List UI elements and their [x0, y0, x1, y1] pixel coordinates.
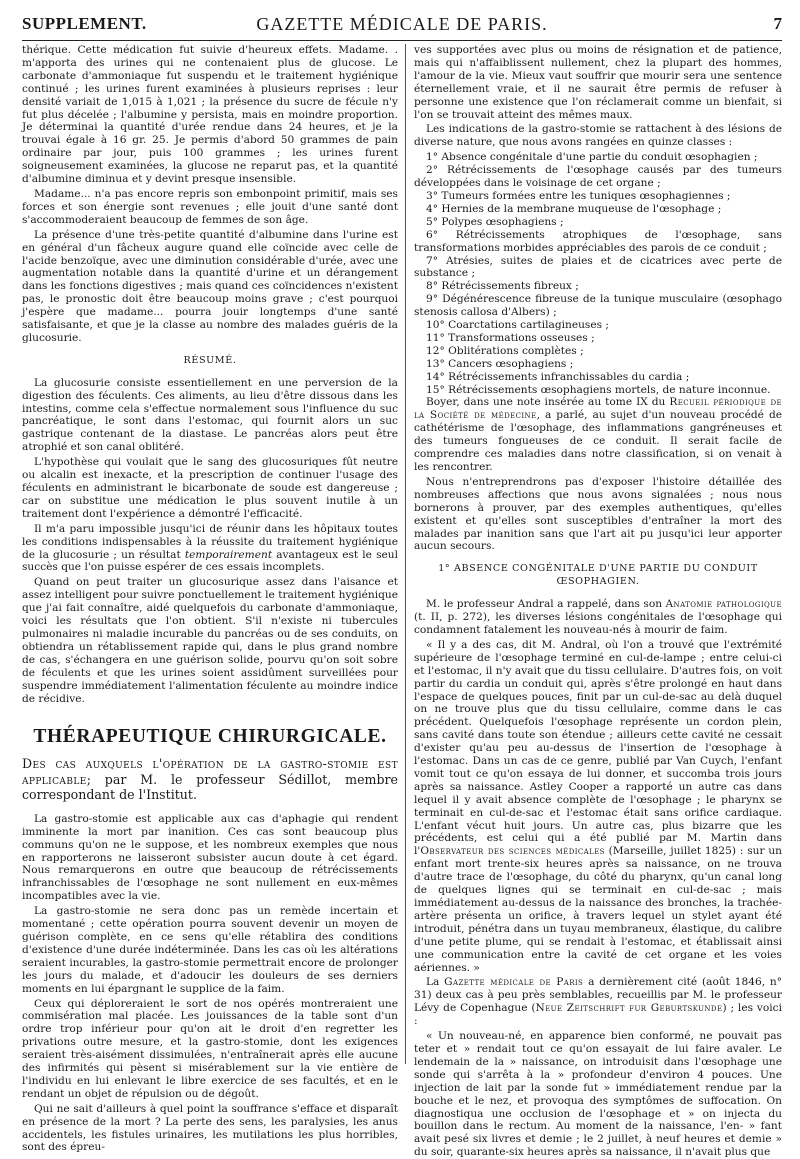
paragraph: Nous n'entreprendrons pas d'exposer l'histoire détaillée des nombreuses affections que nous avons signalées ; nous nous bornerons à prouver, par des exemples authentiques, qu'elles existent et qu'elles sont susceptibles d'entraîner la mort des malades par inanition sans que l'art ait pu jusqu'ici leur apporter aucun secours. — [414, 475, 782, 553]
quotation: « Un nouveau-né, en apparence bien conformé, ne pouvait pas teter et » rendait tout ce qu'on essayait de lui faire avaler. Le lendemain de la » naissance, on introduisit dans l'œsophage une sonde qui s'arrêta à la » profondeur d'environ 4 pouces. Une injection de lait par la sonde fut » immédiatement rendue par la bouche et le nez, et provoqua des symptômes de suffocation. On diagnostiqua une occlusion de l'œsophage et » on injecta du bouillon dans le rectum. Au moment de la naissance, l'en- » fant avait pesé six livres et demie ; le 2 juillet, à neuf heures et demie » du soir, quarante-six heures après sa naissance, il n'avait plus que — [414, 1030, 782, 1159]
paragraph: Madame... n'a pas encore repris son embonpoint primitif, mais ses forces et son énergie sont revenues ; elle jouit d'une santé dont s'accommoderaient beaucoup de femmes de son âge. — [22, 187, 398, 226]
list-item: 11° Transformations osseuses ; — [426, 331, 595, 344]
left-column — [22, 44, 398, 1154]
list-item: 15° Rétrécissements œsophagiens mortels, de nature inconnue. — [426, 383, 771, 396]
journal-reference: Observateur des sciences médicales — [420, 845, 605, 858]
resume-heading: RÉSUMÉ. — [183, 354, 237, 366]
text-run: avantageux est le seul succès que l'on puisse espérer de ces essais incomplets. — [22, 548, 398, 574]
italic-text: temporairement — [184, 548, 273, 561]
list-item: 12° Oblitérations complètes ; — [426, 344, 584, 357]
list-item: 9° Dégénérescence fibreuse de la tunique musculaire (œsophago stenosis callosa d'Albers) ; — [414, 293, 782, 319]
list-item: 8° Rétrécissements fibreux ; — [426, 280, 579, 293]
text-run: La — [426, 976, 445, 989]
text-run: ) ; les voici : — [414, 1002, 782, 1028]
text-run: , a parlé, au sujet d'un nouveau procédé de cathétérisme de l'œsophage, des inflammations gangréneuses et des tumeurs fongueuses de ce conduit. Il serait facile de comprendre ces maladies dans notre classification, si on venait à les rencontrer. — [414, 409, 782, 473]
article-title-caps: Des cas auxquels l'opération de la gastro-stomie est applicable — [22, 756, 398, 787]
paragraph — [414, 598, 782, 637]
text-run: (Marseille, juillet 1825) : sur un enfant mort trente-six heures après sa naissance, on ne trouva d'autre trace de l'œsophage, du côté du pharynx, qu'un canal long de quelques lignes qui se terminait en cul-de-sac ; mais immédiatement au-dessus de la naissance des bronches, la trachée-artère présenta un orifice, à travers lequel un stylet ayant été introduit, pénétra dans un tuyau membraneux, élastique, du calibre d'une petite plume, qui se rendait à l'estomac, et établissait ainsi une communication entre la cavité de cet organe et les voies aériennes. » — [414, 845, 782, 974]
paragraph: La glucosurie consiste essentiellement en une perversion de la digestion des féculents. Ces aliments, au lieu d'être dissous dans les intestins, comme cela s'effectue normalement sous l'influence du suc pancréatique, le sont dans l'estomac, qui fournit alors un suc gastrique contenant de la diastase. Le pancréas alors peut être atrophié et son canal oblitéré. — [22, 376, 398, 454]
list-item: 10° Coarctations cartilagineuses ; — [426, 319, 609, 332]
journal-title: GAZETTE MÉDICALE DE PARIS. — [256, 14, 548, 34]
right-column — [414, 44, 783, 1159]
list-item: 14° Rétrécissements infranchissables du cardia ; — [426, 370, 690, 383]
quotation — [414, 639, 782, 975]
list-item: 2° Rétrécissements de l'œsophage causés par des tumeurs développées dans le voisinage de cet organe ; — [414, 164, 782, 190]
paragraph: La présence d'une très-petite quantité d'albumine dans l'urine est en général d'un fâcheux augure quand elle coïncide avec celle de l'acide benzoïque, avec une diminution considérable d'urée, avec une augmentation notable dans la quantité d'urine et un dérangement dans les fonctions digestives ; mais quand ces coïncidences n'existent pas, le pronostic doit être beaucoup moins grave ; c'est pourquoi j'espère que madame... pourra jouir longtemps d'une santé satisfaisante, et que je la classe au nombre des malades guéris de la glucosurie. — [22, 228, 398, 344]
list-item: 7° Atrésies, suites de plaies et de cicatrices avec perte de substance ; — [414, 254, 782, 280]
column-divider — [405, 44, 406, 1064]
journal-reference: Neue Zeitschrift fur Geburtskunde — [535, 1002, 723, 1015]
text-run: M. le professeur Andral a rappelé, dans son — [426, 598, 666, 611]
list-item: 6° Rétrécissements atrophiques de l'œsophage, sans transformations morbides appréciables des parois de ce conduit ; — [414, 228, 782, 254]
list-item: 13° Cancers œsophagiens ; — [426, 357, 574, 370]
paragraph: thérique. Cette médication fut suivie d'heureux effets. Madame. . m'apporta des urines qui ne contenaient plus de glucose. Le carbonate d'ammoniaque fut suspendu et le traitement hygiénique continué ; les urines furent examinées à plusieurs reprises : leur densité variait de 1,015 à 1,021 ; la présence du sucre de fécule n'y fut plus décelée ; l'albumine y persista, mais en moindre proportion. Je déterminai la quantité d'urée rendue dans 24 heures, et je la trouvai égale à 16 gr. 25. Je permis d'abord 50 grammes de pain ordinaire par jour, puis 100 grammes ; les urines furent soigneusement examinées, la glucose ne reparut pas, et la quantité d'albumine diminua et y devint presque insensible. — [22, 44, 398, 186]
page-number: 7 — [773, 14, 782, 33]
paragraph — [414, 396, 782, 473]
paragraph: Qui ne sait d'ailleurs à quel point la souffrance s'efface et disparaît en présence de la mort ? La perte des sens, les paralysies, les anus accidentels, les fistules urinaires, les mutilations les plus horribles, sont des épreu- — [22, 1102, 398, 1154]
classification-list — [414, 151, 782, 396]
journal-reference: Recueil périodique de la Société de médecine — [414, 396, 782, 422]
supplement-label: SUPPLEMENT. — [22, 14, 147, 33]
paragraph — [414, 976, 782, 1028]
list-item: 1° Absence congénitale d'une partie du conduit œsophagien ; — [426, 151, 758, 164]
subsection-heading: 1° ABSENCE CONGÉNITALE D'UNE PARTIE DU CONDUIT ŒSOPHAGIEN. — [438, 563, 758, 588]
list-item: 4° Hernies de la membrane muqueuse de l'œsophage ; — [426, 202, 722, 215]
paragraph — [22, 523, 398, 575]
list-item: 3° Tumeurs formées entre les tuniques œsophagiennes ; — [426, 189, 731, 202]
text-run: (t. II, p. 272), les diverses lésions congénitales de l'œsophage qui condamnent fatalement les nouveau-nés à mourir de faim. — [414, 611, 782, 636]
journal-reference: Gazette médicale de Paris — [444, 976, 584, 989]
text-run: « Il y a des cas, dit M. Andral, où l'on a trouvé que l'extrémité supérieure de l'œsophage terminé en cul-de-lampe ; entre celui-ci et l'estomac, il n'y avait que du tissu cellulaire. D'autres fois, on voit partir du cardia un conduit qui, après s'être prolongé en haut dans l'espace de quelques pouces, finit par un cul-de-sac au delà duquel on ne trouve plus que du tissu cellulaire, comme dans le cas précédent. Quelquefois l'œsophage représente un cordon plein, sans cavité dans toute son étendue ; ailleurs cette cavité ne cessait d'exister qu'au peu au-dessus de l'insertion de l'œsophage à l'estomac. Dans un cas de ce genre, publié par Van Cuych, l'enfant vomit tout ce qu'on essaya de lui donner, et succomba trois jours après sa naissance. Astley Cooper a rapporté un autre cas dans lequel il y avait absence complète de l'œsophage ; le pharynx se terminait en cul-de-sac et l'estomac était sans orifice cardiaque. L'enfant vécut huit jours. Un autre cas, plus bizarre que les précédents, est celui qui a été publié par M. Martin dans l' — [414, 638, 782, 858]
list-item: 5° Polypes œsophagiens ; — [426, 215, 564, 228]
text-run: a dernièrement cité (août 1846, n° 31) deux cas à peu près semblables, recueillis par M. le professeur Lévy de Copenhague ( — [414, 976, 783, 1015]
paragraph: La gastro-stomie est applicable aux cas d'aphagie qui rendent imminente la mort par inanition. Ces cas sont beaucoup plus communs qu'on ne le suppose, et les nombreux exemples que nous en rapporterons ne laisseront subsister aucun doute à cet égard. Nous remarquerons en outre que beaucoup de rétrécissements infranchissables de l'œsophage ne sont nullement en eux-mêmes incompatibles avec la vie. — [22, 812, 398, 903]
article-title-author: ; par M. le professeur Sédillot, membre correspondant de l'Institut. — [22, 771, 398, 803]
paragraph: L'hypothèse qui voulait que le sang des glucosuriques fût neutre ou alcalin est inexacte, et la prescription de continuer l'usage des féculents en administrant le bicarbonate de soude est dangereuse ; car on substitue une médication le plus souvent inutile à un traitement dont l'expérience a démontré l'efficacité. — [22, 456, 398, 520]
text-run: Boyer, dans une note insérée au tome IX du — [426, 396, 670, 409]
article-title — [22, 756, 398, 803]
page-header — [22, 14, 782, 41]
paragraph: ves supportées avec plus ou moins de résignation et de patience, mais qui n'affaiblissent nullement, chez la plupart des hommes, l'amour de la vie. Mieux vaut souffrir que mourir sera une sentence éternellement vraie, et il ne saurait être permis de refuser à personne une existence que l'on réclamerait comme un bienfait, si l'on se trouvait atteint des mêmes maux. — [414, 44, 782, 121]
paragraph: Les indications de la gastro-stomie se rattachent à des lésions de diverse nature, que nous avons rangées en quinze classes : — [414, 123, 782, 149]
paragraph: Quand on peut traiter un glucosurique assez dans l'aisance et assez intelligent pour suivre ponctuellement le traitement hygiénique que j'ai fait connaître, aidé quelquefois du carbonate d'ammoniaque, voici les résultats que l'on obtient. S'il n'existe ni tubercules pulmonaires ni maladie incurable du pancréas ou de ses conduits, on obtiendra un rétablissement rapide qui, dans le plus grand nombre de cas, s'échangera en une guérison solide, pourvu qu'on soit sobre de féculents et que les urines soient assidûment surveillées pour suspendre immédiatement l'alimentation féculente au moindre indice de récidive. — [22, 576, 398, 705]
book-reference: Anatomie pathologique — [665, 598, 782, 611]
paragraph: Ceux qui déploreraient le sort de nos opérés montreraient une commisération mal placée. Les jouissances de la table sont d'un ordre trop inférieur pour qu'on ait le droit d'en regretter les privations outre mesure, et la gastro-stomie, dont les exigences seraient très-aisément dissimulées, n'entraînerait après elle aucune des infirmités qui pèsent si misérablement sur la vie entière de l'individu en lui enlevant le libre exercice de ses facultés, et en le rendant un objet de répulsion ou de dégoût. — [22, 997, 398, 1100]
text-run: Il m'a paru impossible jusqu'ici de réunir dans les hôpitaux toutes les conditions indispensables à la réussite du traitement hygiénique de la glucosurie ; un résultat — [22, 522, 398, 561]
section-title: THÉRAPEUTIQUE CHIRURGICALE. — [33, 726, 387, 748]
paragraph: La gastro-stomie ne sera donc pas un remède incertain et momentané ; cette opération pourra souvent devenir un moyen de guérison complète, en ce sens qu'elle rétablira des conditions d'existence d'une durée indéterminée. Dans les cas où les altérations seraient incurables, la gastro-stomie permettrait encore de prolonger les jours du malade, et d'adoucir les douleurs de ses derniers moments en lui épargnant le supplice de la faim. — [22, 905, 398, 995]
